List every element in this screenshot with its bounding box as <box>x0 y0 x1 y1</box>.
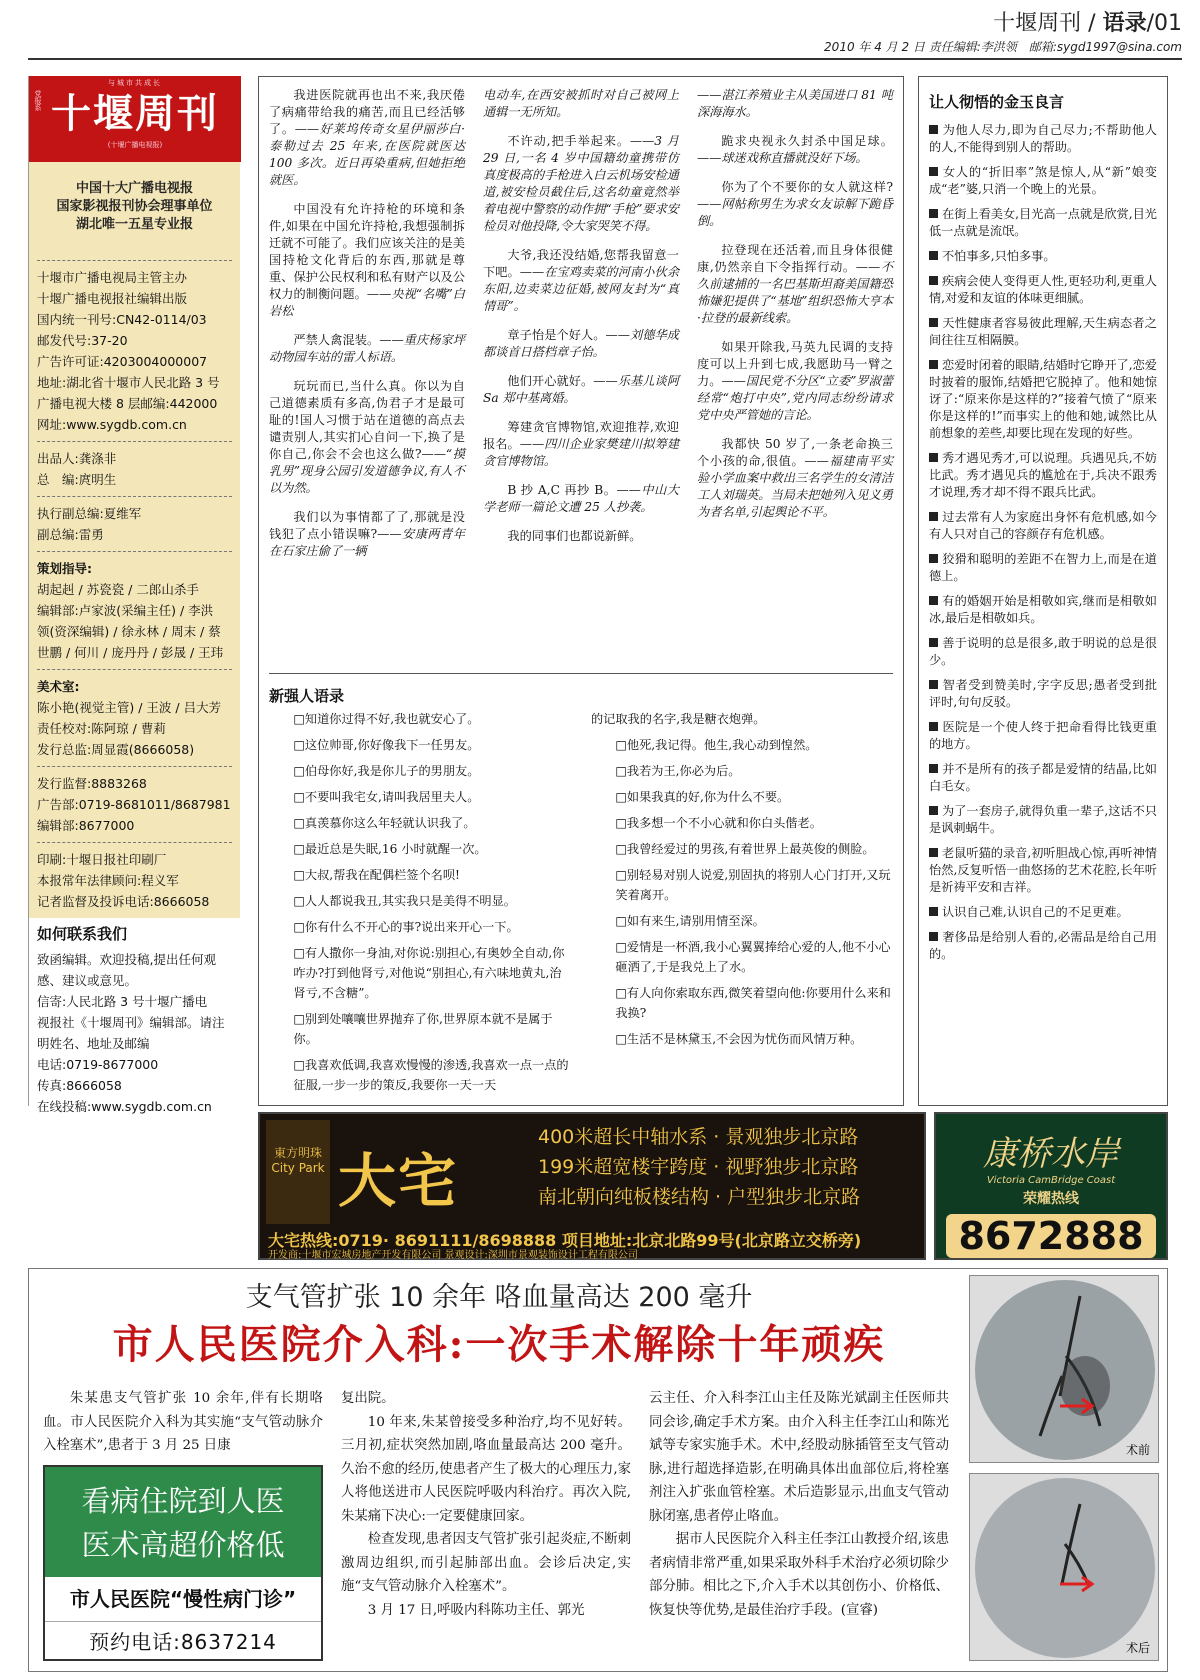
feature-column-2: 复出院。 10 年来,朱某曾接受多种治疗,均不见好转。三月初,症状突然加剧,咯血量最高达 200 毫升。久治不愈的经历,使患者产生了极大的心理压力,家人将他送进市人民医院呼吸内科治疗。再次入院,朱某痛下决心:一定要健康回家。 检查发现,患者因支气管扩张引起炎症,不断刺激周边组织,而引起肺部出血。会诊后决定,实施“支气管动脉介入栓塞术”。 3 月 17 日,呼吸内科陈功主任、郭光 <box>341 1391 631 1618</box>
wisdom-item: 老鼠听猫的录音,初听胆战心惊,再听神情怡然,反复听悟一曲悠扬的艺术花腔,长年听是祈祷平安和吉祥。 <box>929 846 1157 894</box>
xray-after-label: 术后 <box>1125 1641 1150 1655</box>
square-bullet-icon <box>929 318 938 327</box>
quote-item: 你为了个不要你的女人就这样?——网帖称男生为求女友谅解下跪昏倒。 <box>697 180 893 228</box>
quote-item: 跪求央视永久封杀中国足球。——球迷戏称直播就没好下场。 <box>697 134 893 165</box>
square-bullet-icon <box>929 638 938 647</box>
square-bullet-icon <box>929 722 938 731</box>
quote-item: 玩玩而已,当什么真。你以为自己道德素质有多高,伪君子才是最可耻的!国人习惯于站在道德的高点去谴责别人,其实扪心自问一下,换了是你自己,你会不会也这么做?——“摸乳男”现身公园引发道德争议,有人不以为然。 <box>269 379 465 495</box>
quotes-main-box <box>258 76 904 1106</box>
contact-us: 如何联系我们 致函编辑。欢迎投稿,提出任何观 感、建议或意见。 信寄:人民北路 3 号十堰广播电 视报社《十堰周刊》编辑部。请注 明姓名、地址及邮编 电话:0719-8677000 传真:8666058 在线投稿:www.sygdb.com.cn <box>29 918 240 1123</box>
square-bullet-icon <box>929 251 938 260</box>
wisdom-item: 为了一套房子,就得负重一辈子,这话不只是讽刺蜗牛。 <box>929 804 1157 835</box>
date-editor-line: 2010 年 4 月 2 日 责任编辑:李洪领 邮箱:sygd1997@sina.com <box>824 40 1182 54</box>
kangqiao-phone: 8672888 <box>946 1214 1156 1258</box>
quote-item: 大爷,我还没结婚,您帮我留意一下吧。——在宝鸡卖菜的河南小伙余东阳,边卖菜边征婚,被网友封为“真情哥”。 <box>483 248 680 313</box>
dazhai-features: 400米超长中轴水系 · 景观独步北京路 199米超宽楼宇跨度 · 视野独步北京路 南北朝向纯板楼结构 · 户型独步北京路 <box>538 1126 861 1208</box>
wisdom-item: 善于说明的总是很多,敢于明说的总是很少。 <box>929 636 1157 667</box>
square-bullet-icon <box>929 360 938 369</box>
kangqiao-subtitle: Victoria CamBridge Coast <box>986 1175 1116 1186</box>
dazhai-hotline: 大宅热线:0719· 8691111/8698888 项目地址:北京北路99号(北京路立交桥旁) <box>268 1231 862 1250</box>
square-bullet-icon <box>929 764 938 773</box>
wisdom-item: 在街上看美女,目光高一点就是欣赏,目光低一点就是流氓。 <box>929 207 1157 238</box>
square-bullet-icon <box>929 848 938 857</box>
dazhai-developer: 开发商:十堰市宏城房地产开发有限公司 景观设计:深圳市景观装饰设计工程有限公司 <box>268 1250 638 1261</box>
quote-item: 我都快 50 岁了,一条老命换三个小孩的命,很值。——福建南平实验小学血案中救出三名学生的女清洁工人刘瑞英。当局未把她列入见义勇为者名单,引起舆论不平。 <box>697 437 894 519</box>
header-rule <box>28 58 1182 60</box>
square-bullet-icon <box>929 209 938 218</box>
quote-item: 严禁人禽混装。——重庆杨家坪动物园车站的雷人标语。 <box>269 333 466 364</box>
kangqiao-ad[interactable] <box>934 1112 1168 1260</box>
wisdom-item: 有的婚姻开始是相敬如宾,继而是相敬如冰,最后是相敬如兵。 <box>929 594 1157 625</box>
masthead-info: 十堰市广播电视局主管主办 十堰广播电视报社编辑出版 国内统一刊号:CN42-0114/03 邮发代号:37-20 广告许可证:4203004000007 地址:湖北省十堰市人民北路 3 号 广播电视大楼 8 层邮编:442000 网址:www.sygdb.com.cn 出品人:龚涤非 总 编:庹明生 执行副总编:夏维军 副总编:雷勇 策划指导: 胡起赳 / 苏瓷瓷 / 二郎山杀手 编辑部:卢家波(采编主任) / 李洪 领(资深编辑) / 徐永林 / 周末 / 蔡 世鹏 / 何川 / 庞丹丹 / 彭晟 / 王玮 美术室: 陈小艳(视觉主管) / 王波 / 吕大芳 责任校对:陈阿琼 / 曹莉 发行总监:周显霞(8666058) 发行监督:8883268 广告部:0719-8681011/8687981 编辑部:8677000 印刷:十堰日报社印刷厂 本报常年法律顾问:程义军 记者监督及投诉电话:8666058 <box>29 248 240 918</box>
dazhai-headline: 大宅 <box>338 1147 459 1215</box>
dazhai-ad[interactable] <box>258 1112 926 1260</box>
wisdom-list <box>929 122 1157 963</box>
paper-logo: 与城市共成长 党报系 十堰周刊 (十堰广播电视报) <box>29 76 241 162</box>
wisdom-item: 奢侈品是给别人看的,必需品是给自己用的。 <box>929 930 1157 961</box>
xray-before-label: 术前 <box>1125 1443 1150 1457</box>
square-bullet-icon <box>929 512 938 521</box>
feature-column-3: 云主任、介入科李江山主任及陈光斌副主任医师共同会诊,确定手术方案。由介入科主任李江山和陈光斌等专家实施手术。术中,经股动脉插管至支气管动脉,进行超选择造影,在明确具体出血部位后,将栓塞剂注入扩张血管栓塞。术后造影显示,出血支气管动脉闭塞,患者停止咯血。 据市人民医院介入科主任李江山教授介绍,该患者病情非常严重,如果采取外科手术治疗必须切除少部分肺。相比之下,介入手术以其创伤小、价格低、恢复快等优势,是最佳治疗手段。(宣睿) <box>649 1391 949 1618</box>
wisdom-item: 女人的“折旧率”煞是惊人,从“新”娘变成“老”婆,只消一个晚上的光景。 <box>929 165 1157 196</box>
new-quotes-title: 新强人语录 <box>269 687 345 705</box>
quote-column-3 <box>697 87 893 533</box>
new-quotes-left: □知道你过得不好,我也就安心了。 □这位帅哥,你好像我下一任男友。 □伯母你好,我是你儿子的男朋友。 □不要叫我宅女,请叫我居里夫人。 □真羡慕你这么年轻就认识我了。 □最近总是失眠,16 小时就醒一次。 □大叔,帮我在配偶栏签个名呗! □人人都说我丑,其实我只是美得不明显。 □你有什么不开心的事?说出来开心一下。 □有人撒你一身油,对你说:别担心,有奥妙全自动,你咋办?打到他肾亏,对他说“别担心,有六味地黄丸,治肾亏,不含糖”。 □别到处嚷嚷世界抛弃了你,世界原本就不是属于你。 □我喜欢低调,我喜欢慢慢的渗透,我喜欢一点一点的征服,一步一步的策反,我要你一天一天 <box>293 712 569 1092</box>
kangqiao-name: 康桥水岸 <box>983 1134 1119 1174</box>
quote-column-1 <box>269 87 465 572</box>
wisdom-title: 让人彻悟的金玉良言 <box>929 93 1065 111</box>
clinic-phone: 预约电话:8637214 <box>89 1630 277 1654</box>
new-quotes-section <box>269 681 895 1092</box>
square-bullet-icon <box>929 907 938 916</box>
contact-title: 如何联系我们 <box>37 925 128 943</box>
xray-after-image <box>969 1473 1159 1661</box>
quote-item: 他们开心就好。——乐基儿谈阿 Sa 郑中基离婚。 <box>483 374 680 405</box>
quote-item: 我们以为事情都了了,那就是没钱犯了点小错误嘛?——安康两青年在石家庄偷了一辆 <box>269 510 465 558</box>
feature-subtitle: 支气管扩张 10 余年 咯血量高达 200 毫升 <box>245 1282 753 1313</box>
square-bullet-icon <box>929 554 938 563</box>
wisdom-item: 疾病会使人变得更人性,更轻功利,更重人情,对爱和友谊的体味更细腻。 <box>929 274 1157 305</box>
masthead-slogan: 中国十大广播电视报 国家影视报刊协会理事单位 湖北唯一五星专业报 <box>29 162 240 248</box>
wisdom-box <box>918 76 1168 1106</box>
quote-column-2 <box>483 87 679 557</box>
clinic-name: 市人民医院“慢性病门诊” <box>45 1577 321 1622</box>
wisdom-item: 不怕事多,只怕多事。 <box>929 248 1157 265</box>
wisdom-item: 智者受到赞美时,字字反思;愚者受到批评时,句句反驳。 <box>929 678 1157 709</box>
square-bullet-icon <box>929 125 938 134</box>
section-divider <box>269 673 893 674</box>
wisdom-item: 天性健康者容易彼此理解,天生病态者之间往往互相隔膜。 <box>929 316 1157 347</box>
page-header: 十堰周刊 / 语录/01 <box>993 11 1182 36</box>
square-bullet-icon <box>929 453 938 462</box>
kangqiao-hotline-label: 荣耀热线 <box>1023 1191 1079 1207</box>
square-bullet-icon <box>929 932 938 941</box>
wisdom-item: 过去常有人为家庭出身怀有危机感,如今有人只对自己的容颜存有危机感。 <box>929 510 1157 541</box>
quote-item: 拉登现在还活着,而且身体很健康,仍然亲自下令指挥行动。——不久前逮捕的一名巴基斯坦裔美国籍恐怖嫌犯提供了“基地”组织恐怖大亨本·拉登的最新线索。 <box>697 243 894 325</box>
clinic-slogan: 看病住院到人医 医术高超价格低 <box>45 1467 321 1577</box>
quote-item: 电动车,在西安被抓时对自己被网上通辑一无所知。 <box>483 88 679 119</box>
square-bullet-icon <box>929 276 938 285</box>
quote-item: 章子怡是个好人。——刘德华成都谈首日搭档章子怡。 <box>483 328 679 359</box>
xray-after-icon <box>970 1474 1159 1661</box>
quote-item: 不许动,把手举起来。——3 月 29 日,一名 4 岁中国籍幼童携带仿真度极高的手枪进入白云机场安检通道,被安检员截住后,这名幼童竟然举着电视中警察的动作拥“手枪”要求安检员对他投降,令大家哭笑不得。 <box>483 134 679 233</box>
square-bullet-icon <box>929 167 938 176</box>
wisdom-item: 并不是所有的孩子都是爱情的结晶,比如白毛女。 <box>929 762 1157 793</box>
xray-before-icon <box>970 1276 1159 1463</box>
feature-column-1: 朱某患支气管扩张 10 余年,伴有长期咯血。市人民医院介入科为其实施“支气管动脉介入栓塞术”,患者于 3 月 25 日康 <box>43 1391 323 1453</box>
wisdom-item: 认识自己难,认识自己的不足更难。 <box>929 904 1157 921</box>
square-bullet-icon <box>929 596 938 605</box>
wisdom-item: 医院是一个使人终于把命看得比钱更重的地方。 <box>929 720 1157 751</box>
new-quotes-right: 的记取我的名字,我是糖衣炮弹。 □他死,我记得。他生,我心动到惶然。 □我若为王,你必为后。 □如果我真的好,你为什么不要。 □我多想一个不小心就和你白头偕老。 □我曾经爱过的男孩,有着世界上最英俊的侧脸。 □别轻易对别人说爱,别固执的将别人心门打开,又玩笑着离开。 □如有来生,请别用情至深。 □爱情是一杯酒,我小心翼翼捧给心爱的人,他不小心砸洒了,于是我兑上了水。 □有人向你索取东西,微笑着望向他:你要用什么来和我换? □生活不是林黛玉,不会因为忧伤而风情万种。 <box>591 712 891 1046</box>
quote-item: 筹建贪官博物馆,欢迎推荐,欢迎报名。——四川企业家樊建川拟筹建贪官博物馆。 <box>483 420 680 468</box>
wisdom-item: 恋爱时闭着的眼睛,结婚时它睁开了,恋爱时披着的服饰,结婚把它脱掉了。他和她惊讶了:“原来你是这样的?”接着气愤了“原来你是这样的!”而事实上的他和她,诚然比从前想象的差些,却要比现在发现的好些。 <box>929 358 1157 440</box>
xray-before-image <box>969 1275 1159 1463</box>
square-bullet-icon <box>929 680 938 689</box>
feature-title: 市人民医院介入科:一次手术解除十年顽疾 <box>112 1321 886 1368</box>
quote-item: ——湛江养殖业主从美国进口 81 吨深海海水。 <box>697 88 893 119</box>
quote-item: 如果开除我,马英九民调的支持度可以上升到七成,我愿助马一臂之力。——国民党不分区“立委”罗淑蕾经常“炮打中央”,党内同志纷纷请求党中央严管她的言论。 <box>697 340 894 422</box>
quote-item: 我的同事们也都说新鲜。 <box>507 529 642 543</box>
square-bullet-icon <box>929 806 938 815</box>
clinic-ad <box>43 1465 323 1661</box>
quote-item: B 抄 A,C 再抄 B。——中山大学老师一篇论文遭 25 人抄袭。 <box>483 483 680 514</box>
wisdom-item: 狡猾和聪明的差距不在智力上,而是在道德上。 <box>929 552 1157 583</box>
wisdom-item: 为他人尽力,即为自己尽力;不帮助他人的人,不能得到别人的帮助。 <box>929 123 1157 154</box>
wisdom-item: 秀才遇见秀才,可以说理。兵遇见兵,不妨比武。秀才遇见兵的尴尬在于,兵决不跟秀才说理,秀才却不得不跟兵比武。 <box>929 451 1157 499</box>
masthead-column <box>28 76 240 1114</box>
quote-item: 中国没有允许持枪的环境和条件,如果在中国允许持枪,我想强制拆迁就不可能了。我们应该关注的是美国持枪文化背后的东西,那就是尊重、保护公民权利和私有财产以及公权力的制衡问题。——央视“名嘴”白岩松 <box>269 202 465 318</box>
dazhai-brand: 東方明珠 City Park <box>266 1120 330 1224</box>
quote-item: 我进医院就再也出不来,我厌倦了病痛带给我的痛苦,而且已经活够了。——好莱坞传奇女星伊丽莎白·泰勒过去 25 年来,在医院就医达 100 多次。近日再染重病,但她拒绝就医。 <box>269 88 466 187</box>
hospital-feature <box>28 1268 1168 1672</box>
